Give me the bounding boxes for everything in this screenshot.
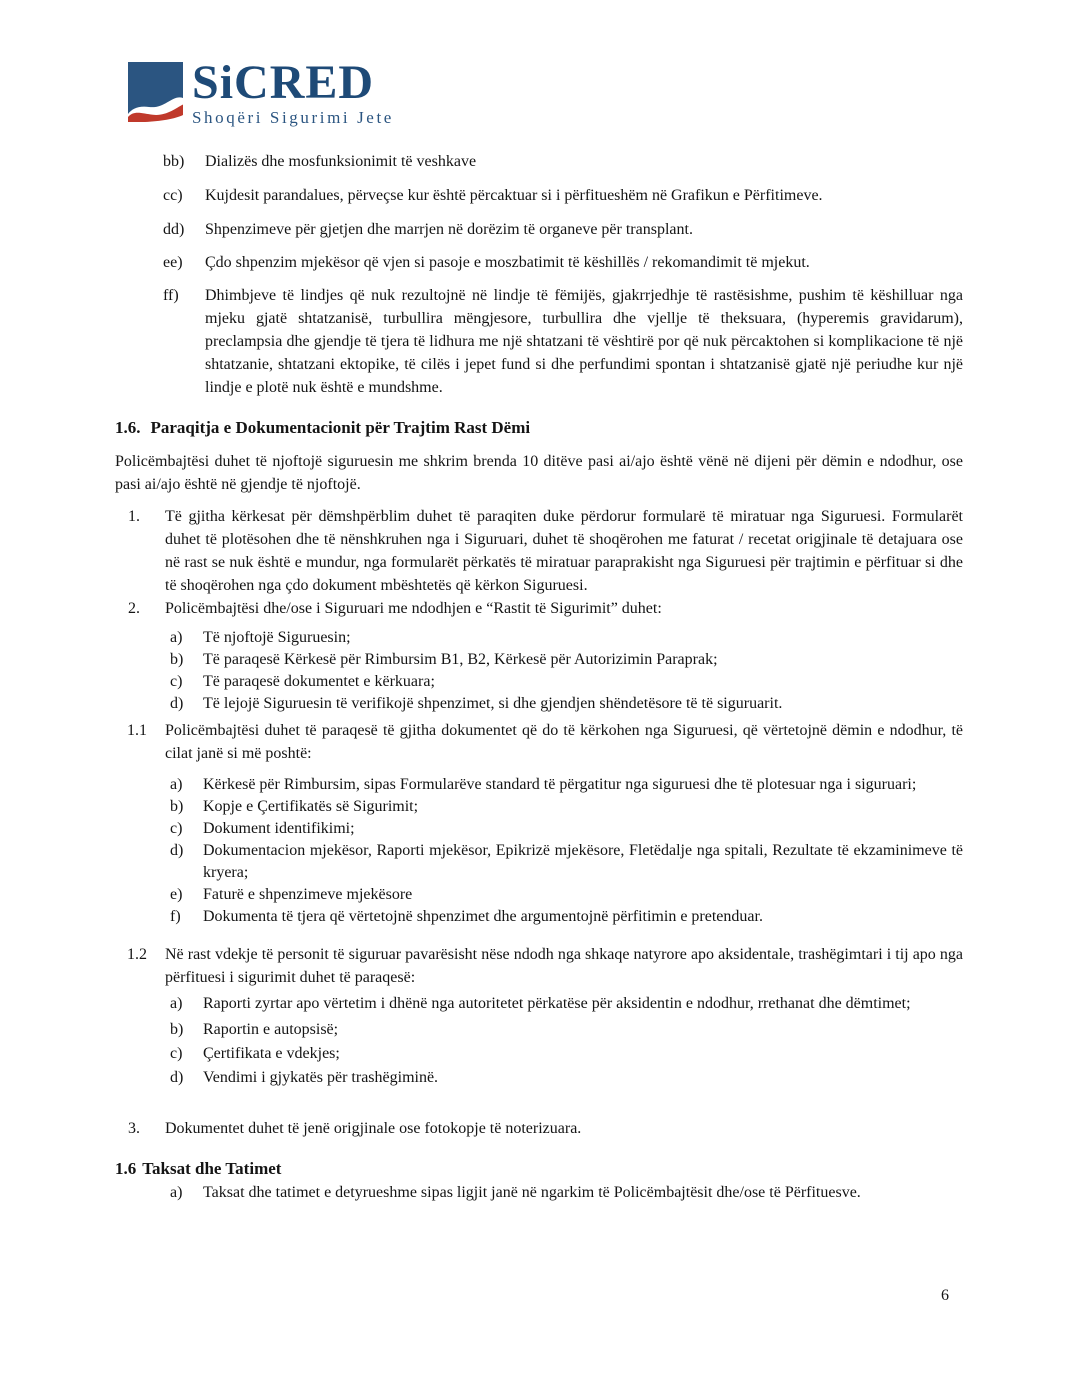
list-item-label: cc) <box>163 187 183 204</box>
list-item-label: dd) <box>163 221 185 238</box>
list-item-text: Të lejojë Siguruesin të verifikojë shpenzimet, si dhe gjendjen shëndetësore të të siguruarit. <box>203 695 783 712</box>
sub-item-b <box>115 649 963 671</box>
sub-item-e <box>115 884 963 906</box>
sub-item-b <box>115 796 963 818</box>
list-item-text: Kujdesit parandalues, përveçse kur është përcaktuar si i përfitueshëm në Grafikun e Përfitimeve. <box>205 187 823 204</box>
page-number: 6 <box>941 1287 949 1304</box>
section-heading-taxes <box>115 1157 963 1180</box>
list-item-text: Dokument identifikimi; <box>203 820 355 837</box>
list-item-text: Policëmbajtësi dhe/ose i Siguruari me ndodhjen e “Rastit të Sigurimit” duhet: <box>165 600 662 617</box>
list-item-label: a) <box>170 995 183 1012</box>
sub-item-a <box>115 1181 963 1204</box>
clause-1-2-sublist <box>115 993 963 1089</box>
list-item-label: b) <box>170 798 184 815</box>
list-item-label: 1. <box>128 508 140 525</box>
list-item-text: Kopje e Çertifikatës së Sigurimit; <box>203 798 419 815</box>
list-item-text: Çertifikata e vdekjes; <box>203 1045 340 1062</box>
clause-1-1 <box>115 719 963 765</box>
list-item-text: Faturë e shpenzimeve mjekësore <box>203 886 413 903</box>
list-item-label: a) <box>170 776 183 793</box>
list-item-text: Raportin e autopsisë; <box>203 1021 339 1038</box>
clause-label: 1.2 <box>127 946 147 963</box>
sub-item-d <box>115 840 963 884</box>
list-item-cc <box>115 184 963 207</box>
list-item-label: bb) <box>163 153 185 170</box>
list-item-label: ff) <box>163 287 179 304</box>
document-content <box>115 0 963 1204</box>
section-heading-claims <box>115 416 963 439</box>
list-item-label: 2. <box>128 600 140 617</box>
section-title: Paraqitja e Dokumentacionit për Trajtim Rast Dëmi <box>150 418 531 437</box>
brand-tagline: Shoqëri Sigurimi Jete <box>192 108 394 127</box>
list-item-text: Të paraqesë Kërkesë për Rimbursim B1, B2, Kërkesë për Autorizimin Paraprak; <box>203 651 718 668</box>
list-item-bb <box>115 150 963 173</box>
list-item-text: Raporti zyrtar apo vërtetim i dhënë nga autoritetet përkatëse për aksidentin e ndodhur, rrethanat dhe dëmtimet; <box>203 995 911 1012</box>
list-item-text: Çdo shpenzim mjekësor që vjen si pasoje e moszbatimit të këshillës / rekomandimit të mjekut. <box>205 254 810 271</box>
section-number: 1.6. <box>115 418 141 437</box>
clause-text: Policëmbajtësi duhet të paraqesë të gjitha dokumentet që do të kërkohen nga Siguruesi, që vërtetojnë dëmin e ndodhur, të cilat janë si më poshtë: <box>165 722 963 762</box>
list-item-text: Kërkesë për Rimbursim, sipas Formularëve standard të përgatitur nga siguruesi dhe të plotesuar nga i siguruari; <box>203 776 917 793</box>
sub-item-a <box>115 627 963 649</box>
numbered-item-2 <box>115 597 963 620</box>
list-item-label: c) <box>170 673 183 690</box>
sub-item-a <box>115 774 963 796</box>
list-item-label: b) <box>170 651 184 668</box>
list-item-text: Dokumentacion mjekësor, Raporti mjekësor, Epikrizë mjekësore, Fletëdalje nga spitali, Rezultate të ekzaminimeve të kryera; <box>203 842 963 881</box>
sub-item-f <box>115 906 963 928</box>
sub-item-c <box>115 671 963 693</box>
section-number: 1.6 <box>115 1159 137 1178</box>
list-item-text: Shpenzimeve për gjetjen dhe marrjen në dorëzim të organeve për transplant. <box>205 221 693 238</box>
list-item-label: ee) <box>163 254 183 271</box>
clause-1-1-sublist <box>115 774 963 928</box>
brand-name: SiCRED <box>192 56 375 109</box>
numbered-item-3 <box>115 1117 963 1140</box>
section-title: Taksat dhe Tatimet <box>142 1159 282 1178</box>
list-item-text: Të njoftojë Siguruesin; <box>203 629 351 646</box>
list-item-text: Dokumentet duhet të jenë origjinale ose fotokopje të noterizuara. <box>165 1120 582 1137</box>
list-item-label: d) <box>170 1069 184 1086</box>
clause-text: Në rast vdekje të personit të siguruar pavarësisht nëse ndodh nga shkaqe natyrore apo aksidentale, trashëgimtari i tij apo nga përfituesi i sigurimit duhet të paraqesë: <box>165 946 963 986</box>
clause-label: 1.1 <box>127 722 147 739</box>
list-item-label: c) <box>170 1045 183 1062</box>
sub-item-d <box>115 1067 963 1089</box>
list-item-label: d) <box>170 842 184 859</box>
list-item-label: d) <box>170 695 184 712</box>
list-item-text: Dokumenta të tjera që vërtetojnë shpenzimet dhe argumentojnë përfitimin e pretenduar. <box>203 908 763 925</box>
list-item-dd <box>115 218 963 241</box>
section-intro: Policëmbajtësi duhet të njoftojë siguruesin me shkrim brenda 10 ditëve pasi ai/ajo është vënë në dijeni për dëmin e ndodhur, ose pasi ai/ajo është në gjendje të njoftojë. <box>115 453 963 493</box>
sub-item-b <box>115 1019 963 1041</box>
list-item-text: Dializës dhe mosfunksionimit të veshkave <box>205 153 477 170</box>
sub-item-c <box>115 1043 963 1065</box>
list-item-label: b) <box>170 1021 184 1038</box>
list-item-ee <box>115 251 963 274</box>
list-item-label: 3. <box>128 1120 140 1137</box>
list-item-text: Taksat dhe tatimet e detyrueshme sipas ligjit janë në ngarkim të Policëmbajtësit dhe/ose të Përfituesve. <box>203 1184 861 1201</box>
list-item-label: a) <box>170 629 183 646</box>
list-item-text: Vendimi i gjykatës për trashëgiminë. <box>203 1069 439 1086</box>
list-item-text: Të gjitha kërkesat për dëmshpërblim duhet të paraqiten duke përdorur formularë të miratuar nga Siguruesi. Formularët duhet të plotësohen dhe të nënshkruhen nga i Siguruari, duhet të shoqërohen me faturat / recetat origjinale të detajuara ose në rast se nuk është e mundur, nga formularët përkatës të miratuar paraprakisht nga Siguruesi për trajtimin e përfituar si dhe të shoqërohen nga çdo dokument mbështetës që kërkon Siguruesi. <box>165 508 963 594</box>
sub-item-c <box>115 818 963 840</box>
list-item-text: Dhimbjeve të lindjes që nuk rezultojnë në lindje të fëmijës, gjakrrjedhje të rastësishme, pushim të këshilluar nga mjeku gjatë shtatzanisë, turbullira mëngjesore, turbullira dhe vjellje të theksuara, (hyperemis gravidarum), preclampsia dhe gjendje të tjera të lidhura me një shtatzani të vështirë por që nuk përcaktohen si komplikacione të një shtatzanie, shtatzani ektopike, të cilës i jepet fund si dhe perfundimi spontan i shtatzanisë gjatë një periudhe kur një lindje e plotë nuk është e mundshme. <box>205 287 963 396</box>
sub-item-a <box>115 993 963 1015</box>
clause-1-2 <box>115 943 963 989</box>
list-item-text: Të paraqesë dokumentet e kërkuara; <box>203 673 435 690</box>
list-item-label: e) <box>170 886 183 903</box>
numbered-item-1 <box>115 505 963 597</box>
list-item-label: c) <box>170 820 183 837</box>
item2-sublist <box>115 627 963 715</box>
sub-item-d <box>115 693 963 715</box>
list-item-ff <box>115 284 963 399</box>
list-item-label: a) <box>170 1184 183 1201</box>
list-item-label: f) <box>170 908 181 925</box>
